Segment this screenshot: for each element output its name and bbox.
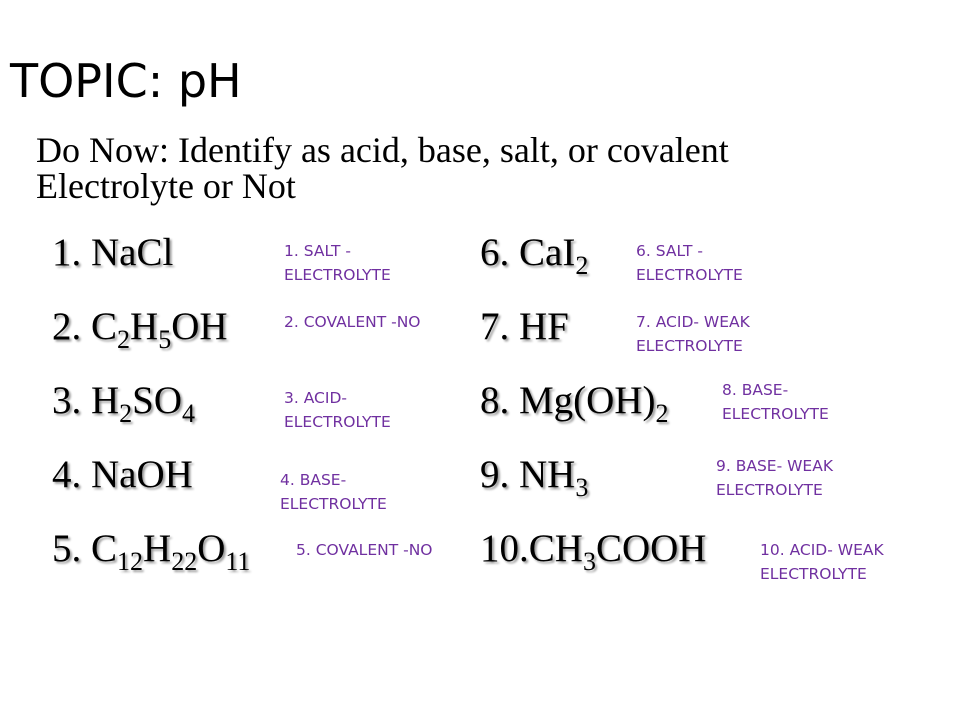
answer-4: 4. BASE- ELECTROLYTE: [280, 471, 387, 513]
answer-1: 1. SALT - ELECTROLYTE: [284, 242, 391, 284]
compound-4: 4. NaOH: [52, 453, 193, 496]
answer-8: 8. BASE- ELECTROLYTE: [722, 381, 829, 423]
answer-3: 3. ACID- ELECTROLYTE: [284, 389, 391, 431]
compound-6: 6. CaI$_2$: [480, 231, 589, 280]
answer-10: 10. ACID- WEAK ELECTROLYTE: [760, 541, 884, 583]
compound-3: 3. $H_2SO_4$: [52, 379, 196, 428]
compound-5: 5. $C_{12}H_{22}O_{11}$: [52, 527, 251, 576]
answer-9: 9. BASE- WEAK ELECTROLYTE: [716, 457, 833, 499]
compound-8: 8. $Mg(OH)_2$: [480, 379, 669, 428]
compound-7: 7. HF: [480, 305, 569, 348]
do-now-prompt: [36, 132, 936, 204]
answer-7: 7. ACID- WEAK ELECTROLYTE: [636, 313, 750, 355]
answer-6: 6. SALT - ELECTROLYTE: [636, 242, 743, 284]
prompt-line-2: Electrolyte or Not: [36, 166, 296, 206]
answer-2: 2. COVALENT -NO: [284, 313, 421, 331]
answer-5: 5. COVALENT -NO: [296, 541, 433, 559]
slide-title: TOPIC: pH: [10, 54, 242, 108]
prompt-line-1: Do Now: Identify as acid, base, salt, or covalent: [36, 130, 729, 170]
compound-9: 9. $NH_3$: [480, 453, 589, 502]
compound-1: 1. NaCl: [52, 231, 174, 274]
compound-2: 2. $C_2H_5OH$: [52, 305, 228, 354]
compound-10: $10.CH_3COOH$: [480, 527, 707, 576]
